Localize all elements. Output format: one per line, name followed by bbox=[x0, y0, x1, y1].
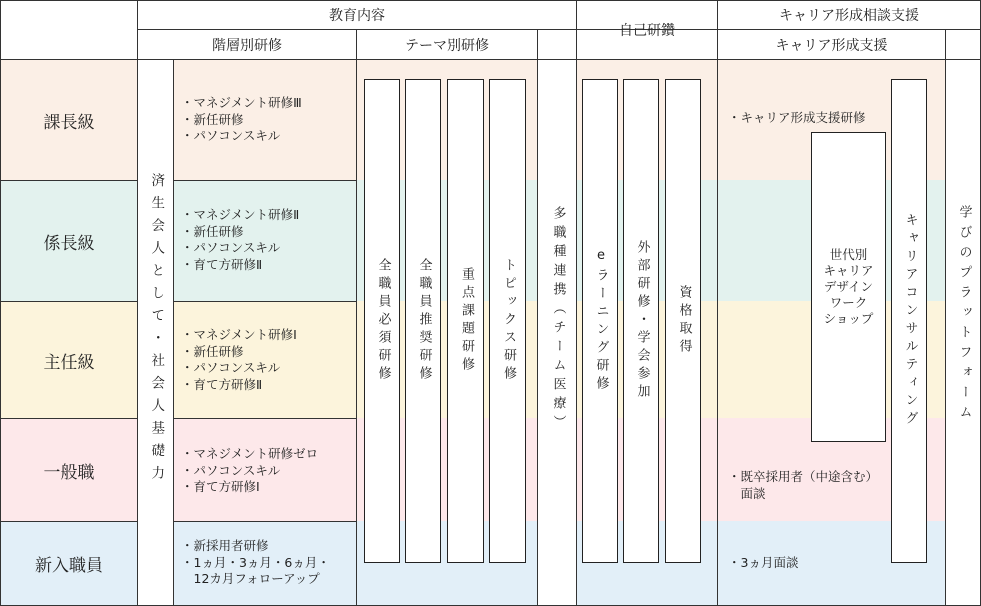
card-career-consulting: キャリアコンサルティング bbox=[891, 79, 927, 563]
basic-skill-label: 済生会人として・社会人基礎力 bbox=[148, 172, 165, 488]
row-label-general: 一般職 bbox=[43, 462, 95, 483]
list-line: ・パソコンスキル bbox=[181, 360, 281, 375]
list-line: ・1ヵ月・3ヵ月・6ヵ月・ bbox=[181, 554, 330, 570]
card-mandatory-training: 全職員必須研修 bbox=[364, 79, 400, 563]
list-line: ・パソコンスキル bbox=[181, 128, 281, 143]
card-external-training: 外部研修・学会参加 bbox=[623, 79, 659, 563]
hierarchical-list-manager bbox=[181, 95, 302, 145]
list-line: キャリア bbox=[823, 263, 874, 278]
list-line: ・育て方研修Ⅱ bbox=[181, 376, 263, 392]
list-line: ・新任研修 bbox=[181, 223, 244, 239]
hierarchical-list-newcomer bbox=[181, 538, 330, 588]
card-topics-training: トピックス研修 bbox=[489, 79, 526, 563]
header-career-support: キャリア形成相談支援 bbox=[779, 8, 919, 24]
learning-platform-label: 学びのプラットフォーム bbox=[956, 205, 972, 425]
career-support-training-text: ・キャリア形成支援研修 bbox=[728, 110, 866, 125]
header-hierarchical-training: 階層別研修 bbox=[212, 37, 282, 54]
list-line: ・育て方研修Ⅱ bbox=[181, 256, 263, 272]
header-career-formation-support: キャリア形成支援 bbox=[775, 37, 888, 54]
list-line: デザイン bbox=[823, 279, 874, 294]
list-line: ・新任研修 bbox=[181, 343, 244, 359]
hierarchical-list-senior bbox=[181, 327, 297, 393]
list-line: ・マネジメント研修Ⅱ bbox=[181, 207, 300, 222]
list-line: ・パソコンスキル bbox=[181, 240, 281, 255]
hierarchical-list-chief bbox=[181, 207, 299, 273]
list-line: ・新採用者研修 bbox=[181, 538, 269, 553]
header-theme-training: テーマ別研修 bbox=[405, 37, 489, 54]
row-label-newcomer: 新入職員 bbox=[35, 556, 103, 576]
list-line: 12カ月フォローアップ bbox=[181, 571, 320, 586]
list-line: ・既卒採用者（中途含む） bbox=[728, 469, 879, 484]
card-recommended-training: 全職員推奨研修 bbox=[405, 79, 441, 563]
list-line: ワーク bbox=[829, 295, 868, 310]
list-line: 世代別 bbox=[829, 247, 868, 262]
three-month-interview-text: ・3ヵ月面談 bbox=[728, 555, 799, 570]
generation-workshop-text bbox=[823, 247, 873, 327]
list-line: ・育て方研修Ⅰ bbox=[181, 479, 260, 494]
midcareer-interview-text bbox=[728, 469, 878, 502]
card-priority-training: 重点課題研修 bbox=[447, 79, 484, 563]
list-line: ・マネジメント研修Ⅰ bbox=[181, 327, 297, 342]
header-education-content: 教育内容 bbox=[329, 8, 385, 24]
list-line: 面談 bbox=[728, 485, 766, 501]
list-line: ・パソコンスキル bbox=[181, 462, 281, 478]
row-label-chief: 係長級 bbox=[43, 233, 95, 254]
list-line: ショップ bbox=[823, 311, 874, 326]
list-line: ・マネジメント研修ゼロ bbox=[181, 446, 319, 461]
row-label-manager: 課長級 bbox=[43, 112, 95, 133]
multidisciplinary-label: 多職種連携（チーム医療） bbox=[550, 206, 566, 434]
header-self-development: 自己研鑽 bbox=[619, 23, 675, 39]
card-qualification: 資格取得 bbox=[665, 79, 701, 563]
list-line: ・新任研修 bbox=[181, 111, 244, 127]
card-generation-workshop bbox=[811, 132, 886, 442]
list-line: ・マネジメント研修Ⅲ bbox=[181, 95, 302, 110]
card-elearning: eラーニング研修 bbox=[582, 79, 618, 563]
row-label-senior: 主任級 bbox=[43, 352, 95, 373]
hierarchical-list-general bbox=[181, 446, 318, 496]
